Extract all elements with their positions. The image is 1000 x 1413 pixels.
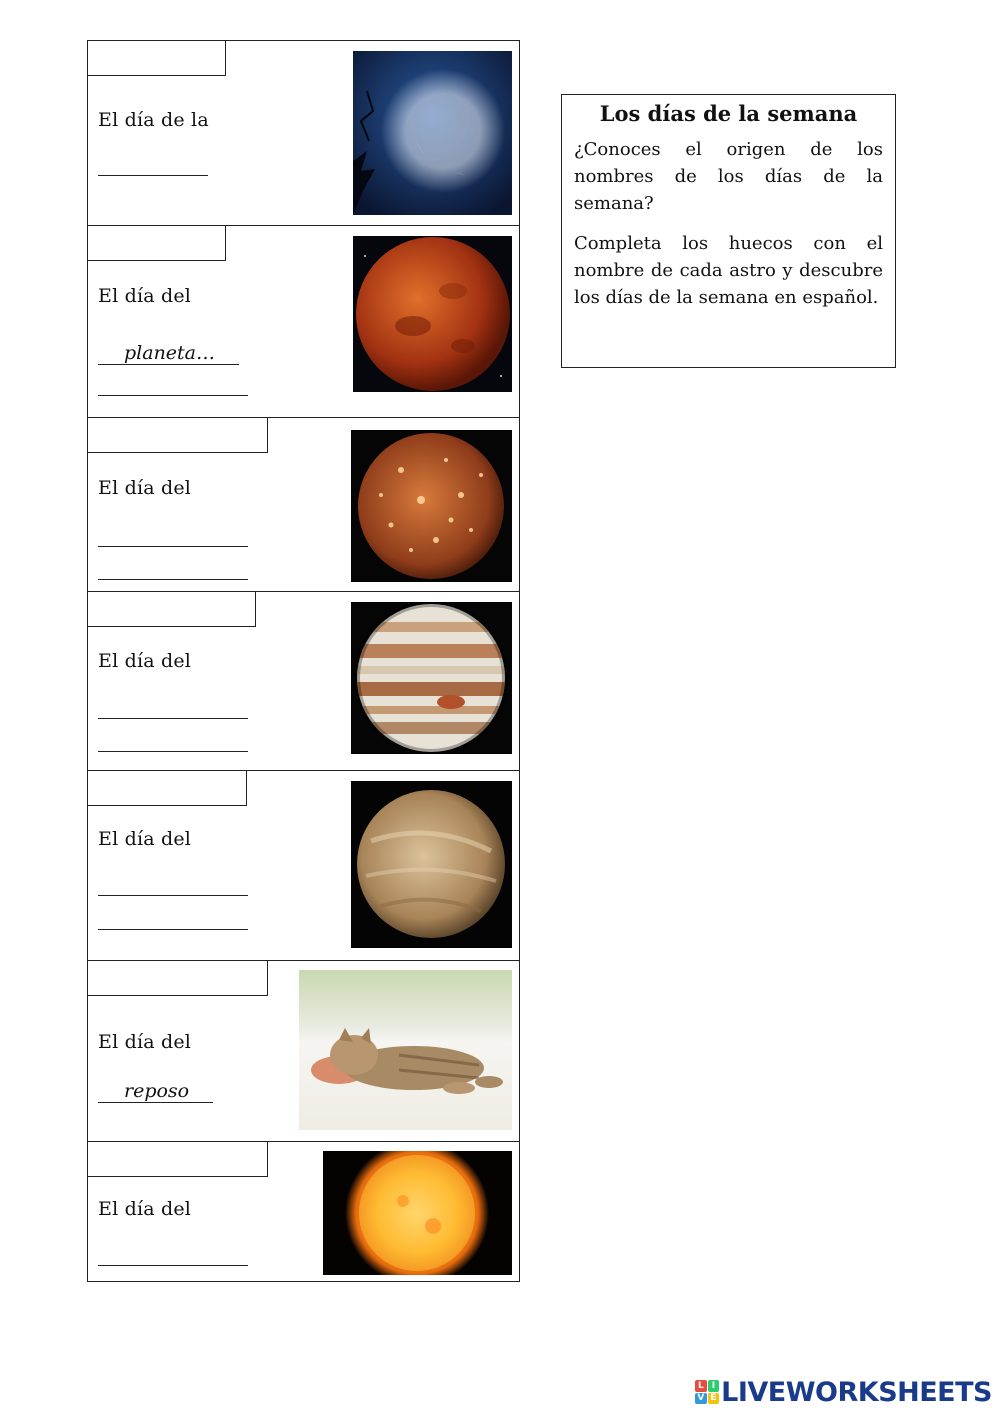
answer-blank[interactable] (98, 895, 248, 896)
row-label: El día del (98, 828, 192, 850)
answer-box-monday[interactable] (87, 40, 226, 76)
instructions-box (561, 94, 896, 368)
row-label: El día del (98, 285, 192, 307)
logo-letter: V (695, 1393, 707, 1405)
row-mercury (88, 418, 519, 592)
logo-letter: E (708, 1393, 720, 1405)
row-label: El día del (98, 1198, 192, 1220)
row-mars (88, 226, 519, 418)
moon-image (353, 51, 512, 215)
row-rest (88, 961, 519, 1142)
answer-box-friday[interactable] (87, 770, 247, 806)
answer-blank[interactable] (98, 395, 248, 396)
info-question: ¿Conoces el origen de los nombres de los días de la semana? (574, 139, 883, 214)
answer-blank[interactable] (98, 579, 248, 580)
brand-name: LIVEWORKSHEETS (721, 1376, 992, 1408)
info-instruction: Completa los huecos con el nombre de cada astro y descubre los días de la semana en español. (574, 233, 883, 308)
hint-text: reposo (98, 1081, 213, 1103)
answer-blank[interactable] (98, 929, 248, 930)
liveworksheets-logo-icon (695, 1380, 719, 1404)
row-moon (88, 41, 519, 226)
logo-letter: L (695, 1380, 707, 1392)
venus-image (351, 781, 512, 948)
sleeping-cat-image (299, 970, 512, 1130)
info-title: Los días de la semana (599, 101, 858, 126)
mercury-image (351, 430, 512, 582)
row-label: El día del (98, 650, 192, 672)
answer-blank[interactable] (98, 751, 248, 752)
row-label: El día del (98, 477, 192, 499)
answer-blank[interactable] (98, 175, 208, 176)
liveworksheets-brand[interactable] (695, 1376, 992, 1408)
sun-image (323, 1151, 512, 1275)
answer-box-tuesday[interactable] (87, 225, 226, 261)
answer-box-wednesday[interactable] (87, 417, 268, 453)
worksheet-table (87, 40, 520, 1282)
jupiter-image (351, 602, 512, 754)
row-label: El día del (98, 1031, 192, 1053)
answer-blank[interactable] (98, 1265, 248, 1266)
row-jupiter (88, 592, 519, 771)
answer-blank[interactable] (98, 718, 248, 719)
answer-box-saturday[interactable] (87, 960, 268, 996)
logo-letter: I (708, 1380, 720, 1392)
row-sun (88, 1142, 519, 1283)
mars-image (353, 236, 512, 392)
row-label: El día de la (98, 109, 209, 131)
row-venus (88, 771, 519, 961)
answer-box-sunday[interactable] (87, 1141, 268, 1177)
answer-blank[interactable] (98, 546, 248, 547)
answer-box-thursday[interactable] (87, 591, 256, 627)
hint-text: planeta… (98, 343, 239, 365)
